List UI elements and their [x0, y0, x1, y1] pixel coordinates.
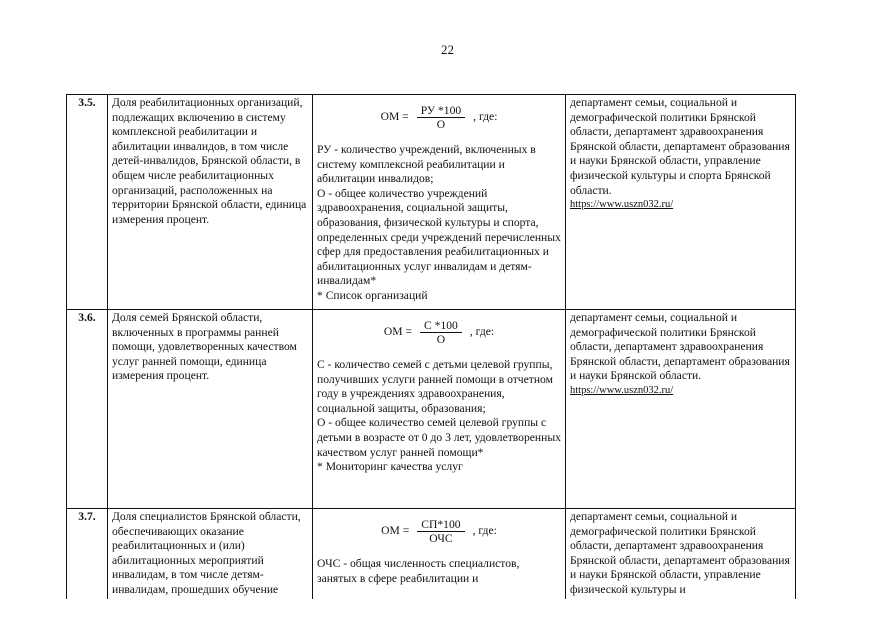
definition: О - общее количество учреждений здравоохранения, социальной защиты, образования, физической культуры и спорта, определенных среди учреждений перечисленных сфер для предоставления реабилитационных и абилитационных услуг инвалидам и детям-инвалидам* — [317, 186, 561, 288]
table-row — [67, 509, 796, 599]
formula-cell — [313, 310, 566, 509]
row-number: 3.7. — [67, 509, 108, 599]
formula-fraction — [420, 319, 462, 346]
indicator-name: Доля семей Брянской области, включенных в программы ранней помощи, удовлетворенных качеством услуг ранней помощи, единица измерения процент. — [108, 310, 313, 509]
formula-cell — [313, 509, 566, 599]
row-number: 3.5. — [67, 95, 108, 310]
responsible-cell — [566, 95, 796, 310]
formula-lhs: ОМ = — [383, 325, 413, 339]
formula-numerator: СП*100 — [417, 518, 464, 532]
definition: О - общее количество семей целевой группы с детьми в возрасте от 0 до 3 лет, удовлетворенных качеством услуг ранней помощи* — [317, 416, 561, 459]
formula — [317, 104, 561, 131]
source-link[interactable]: https://www.uszn032.ru/ — [570, 199, 674, 211]
formula-lhs: ОМ = — [381, 524, 410, 538]
responsible-cell — [566, 509, 796, 599]
responsible-text: департамент семьи, социальной и демографической политики Брянской области, департамент здравоохранения Брянской области, департамент образования и науки Брянской области, управление физической культуры и — [570, 510, 790, 596]
table-row — [67, 95, 796, 310]
formula-denominator: О — [436, 333, 446, 346]
formula-fraction — [417, 518, 464, 545]
formula-suffix: , где: — [469, 325, 495, 339]
formula-numerator: С *100 — [420, 319, 462, 333]
formula — [317, 319, 561, 346]
source-link[interactable]: https://www.uszn032.ru/ — [570, 384, 674, 396]
formula-suffix: , где: — [473, 110, 498, 124]
formula-suffix: , где: — [472, 524, 497, 538]
indicators-table — [66, 94, 796, 599]
formula — [317, 518, 561, 545]
indicator-name: Доля специалистов Брянской области, обеспечивающих оказание реабилитационных и (или) абилитационных мероприятий инвалидам, в том числе детям-инвалидам, прошедших обучение — [108, 509, 313, 599]
definition: С - количество семей с детьми целевой группы, получивших услуги ранней помощи в отчетном году в учреждениях здравоохранения, социальной защиты, образования; — [317, 358, 553, 415]
formula-numerator: РУ *100 — [417, 104, 465, 118]
formula-cell — [313, 95, 566, 310]
responsible-text: департамент семьи, социальной и демографической политики Брянской области, департамент здравоохранения Брянской области, департамент образования и науки Брянской области. — [570, 311, 790, 383]
formula-fraction — [417, 104, 465, 131]
formula-denominator: О — [436, 118, 446, 131]
formula-lhs: ОМ = — [380, 110, 409, 124]
table-row — [67, 310, 796, 509]
responsible-cell — [566, 310, 796, 509]
page-number: 22 — [441, 42, 454, 57]
responsible-text: департамент семьи, социальной и демографической политики Брянской области, департамент здравоохранения Брянской области, департамент образования и науки Брянской области, управление физической культуры и спорта Брянской области. — [570, 96, 790, 197]
definition: ОЧС - общая численность специалистов, занятых в сфере реабилитации и — [317, 557, 520, 585]
definition-note: * Мониторинг качества услуг — [317, 460, 463, 474]
definition: РУ - количество учреждений, включенных в систему комплексной реабилитации и абилитации инвалидов; — [317, 143, 536, 186]
indicator-name: Доля реабилитационных организаций, подлежащих включению в систему комплексной реабилитации и абилитации инвалидов, в том числе детей-инвалидов, Брянской области, в общем числе реабилитационных организаций, расположенных на территории Брянской области, единица измерения процент. — [108, 95, 313, 310]
formula-denominator: ОЧС — [429, 532, 453, 545]
definition-note: * Список организаций — [317, 288, 428, 302]
row-number: 3.6. — [67, 310, 108, 509]
